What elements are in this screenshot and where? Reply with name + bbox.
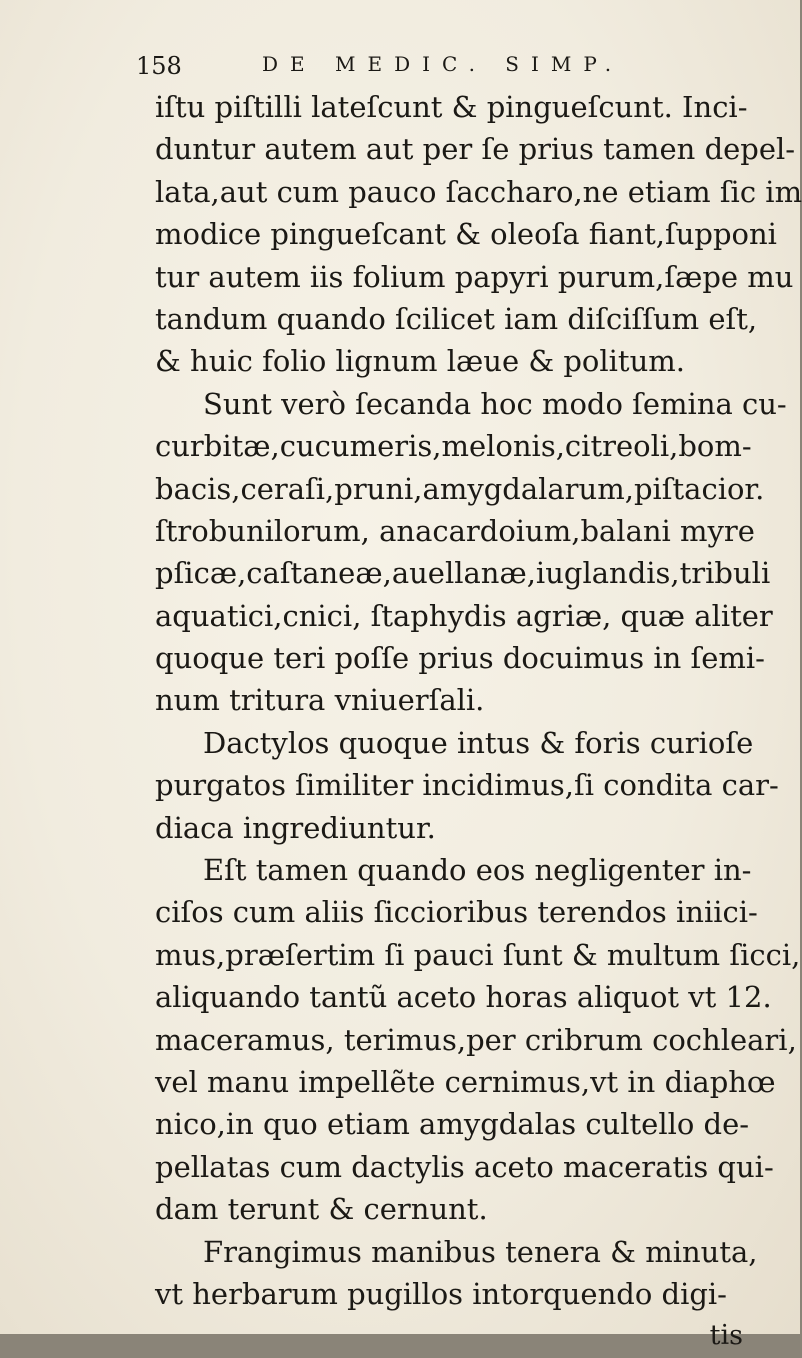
text-line: duntur autem aut per ſe prius tamen depel- (155, 132, 796, 167)
text-line: & huic folio lignum læue & politum. (155, 344, 685, 379)
text-line: lata,aut cum pauco ſaccharo,ne etiam ſic im (155, 174, 802, 209)
text-line: nico,in quo etiam amygdalas cultello de- (155, 1107, 750, 1142)
text-line: quoque teri poſſe prius docuimus in ſemi- (155, 641, 765, 676)
text-line: mus,præſertim ſi pauci ſunt & multum ſicci, (155, 937, 801, 972)
text-line: curbitæ,cucumeris,melonis,citreoli,bom- (155, 429, 752, 464)
paragraph-first-line: Eſt tamen quando eos negligenter in- (203, 853, 752, 888)
text-line: pſicæ,caſtaneæ,auellanæ,iuglandis,tribuli (155, 556, 771, 591)
text-block (155, 86, 802, 1358)
text-line: aquatici,cnici, ſtaphydis agriæ, quæ aliter (155, 598, 773, 633)
text-line: vel manu impellẽte cernimus,vt in diaphœ (155, 1064, 776, 1099)
text-line: purgatos ſimiliter incidimus,ſi condita car- (155, 768, 779, 803)
text-line: tandum quando ſcilicet iam diſciſſum eſt, (155, 301, 758, 336)
page-number: 158 (136, 52, 182, 80)
text-line: bacis,ceraſi,pruni,amygdalarum,piſtacior. (155, 471, 765, 506)
text-line: vt herbarum pugillos intorquendo digi- (155, 1276, 727, 1311)
text-line: pellatas cum dactylis aceto maceratis qui- (155, 1149, 774, 1184)
text-line: dam terunt & cernunt. (155, 1192, 488, 1227)
text-line: iſtu piſtilli lateſcunt & pingueſcunt. Inci- (155, 90, 748, 124)
text-line: maceramus, terimus,per cribrum cochleari, (155, 1022, 797, 1057)
text-line: ciſos cum aliis ſiccioribus terendos iniici- (155, 895, 758, 930)
paragraph-first-line: Sunt verò ſecanda hoc modo ſemina cu- (203, 386, 787, 421)
text-line: diaca ingrediuntur. (155, 810, 436, 845)
paragraph-first-line: Dactylos quoque intus & foris curioſe (203, 725, 754, 760)
text-line: tur autem iis folium papyri purum,ſæpe mu (155, 259, 794, 294)
text-line: aliquando tantũ aceto horas aliquot vt 12. (155, 980, 772, 1015)
text-line: modice pingueſcant & oleoſa fiant,ſupponi (155, 217, 777, 252)
paragraph-first-line: Frangimus manibus tenera & minuta, (203, 1234, 758, 1269)
page-header (136, 52, 676, 86)
catchword: tis (709, 1320, 743, 1352)
text-line: ſtrobunilorum, anacardoium,balani myre (155, 513, 755, 548)
text-line: num tritura vniuerſali. (155, 683, 485, 718)
running-head: DE MEDIC. SIMP. (262, 52, 624, 76)
